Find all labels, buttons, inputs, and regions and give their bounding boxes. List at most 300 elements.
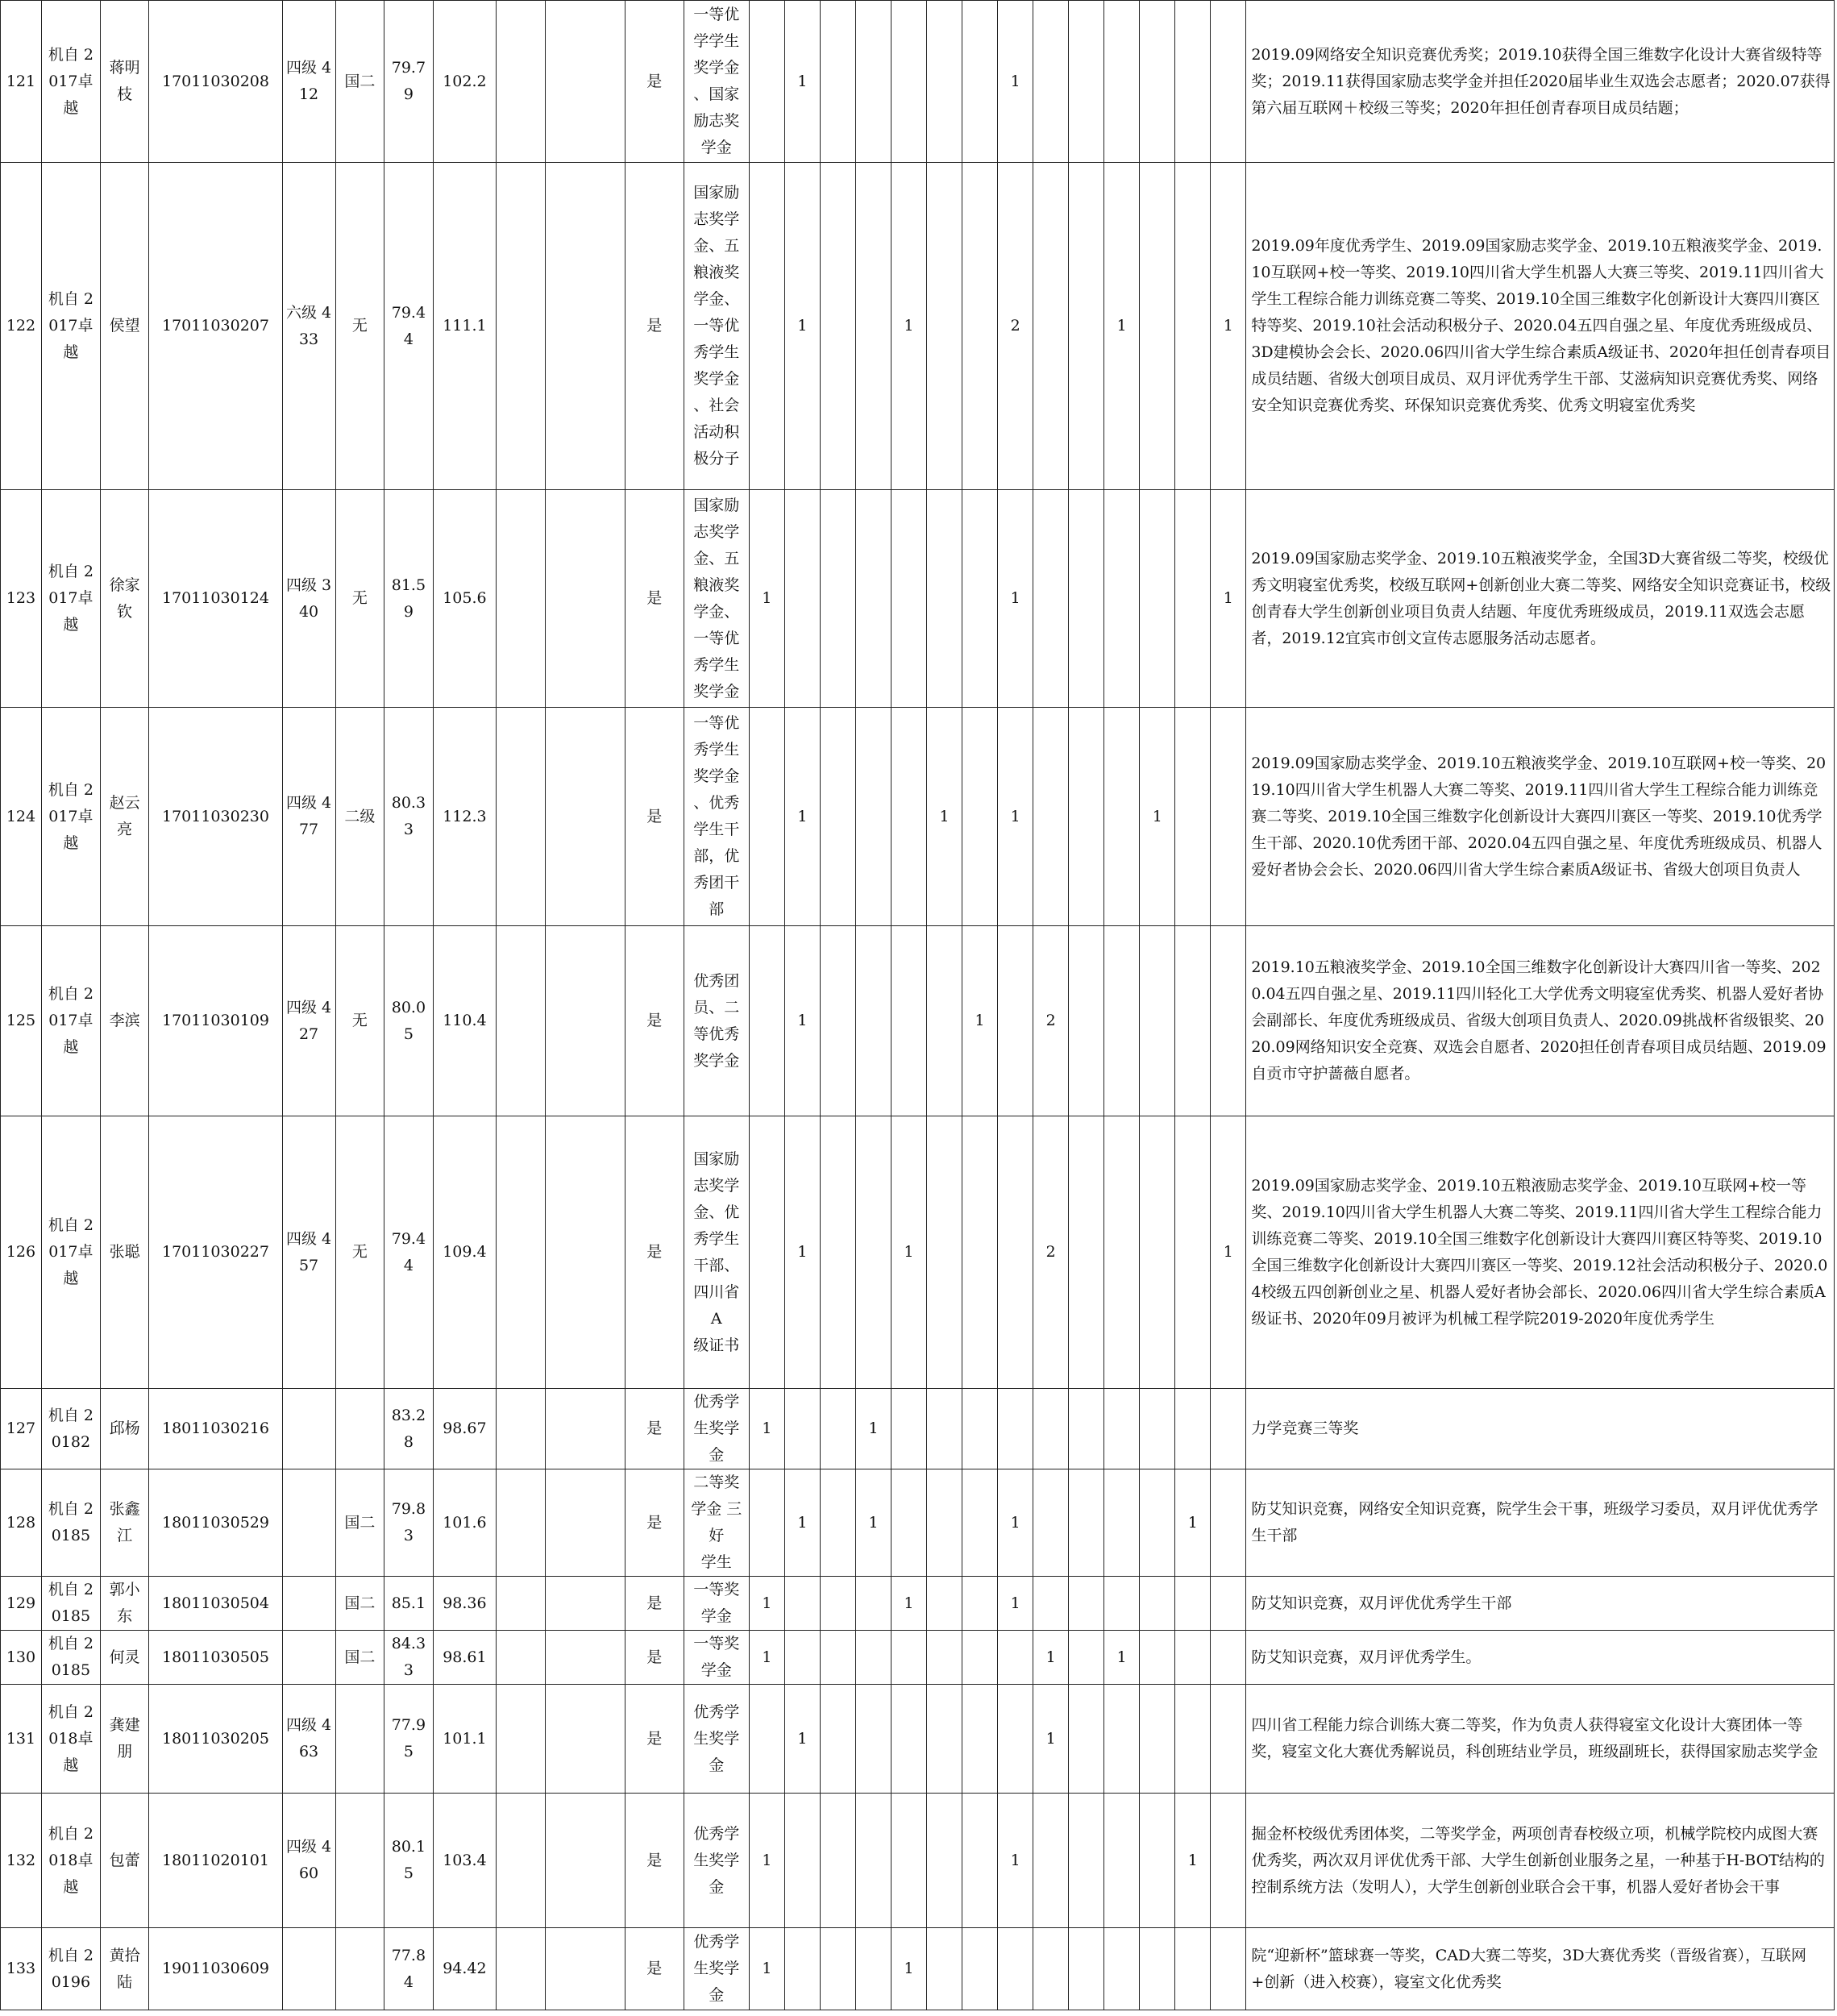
count-cell	[962, 1, 998, 163]
total-score-cell: 109.4	[433, 1116, 496, 1389]
count-cell	[1104, 1469, 1140, 1577]
count-cell	[891, 926, 927, 1116]
count-cell	[891, 1794, 927, 1928]
computer-level-cell	[335, 1794, 384, 1928]
blank-cell	[545, 1469, 625, 1577]
count-cell: 1	[1104, 163, 1140, 490]
count-cell	[749, 1, 784, 163]
row-number-cell: 132	[1, 1794, 42, 1928]
class-cell: 机自 2017卓 越	[41, 1116, 100, 1389]
count-cell: 1	[927, 708, 962, 926]
count-cell: 1	[962, 926, 998, 1116]
count-cell	[1140, 490, 1175, 708]
total-score-cell: 112.3	[433, 708, 496, 926]
count-cell	[1211, 1577, 1246, 1631]
count-cell	[891, 1, 927, 163]
count-cell	[962, 1794, 998, 1928]
count-cell	[1140, 1928, 1175, 2010]
class-cell: 机自 2018卓 越	[41, 1794, 100, 1928]
count-cell	[820, 490, 855, 708]
count-cell	[855, 926, 891, 1116]
count-cell: 1	[998, 1, 1033, 163]
count-cell	[1069, 1631, 1104, 1685]
count-cell	[1175, 1116, 1211, 1389]
awards-cell: 国家励 志奖学 金、五 粮液奖 学金、 一等优 秀学生 奖学金 、社会 活动积 极分子	[684, 163, 749, 490]
student-name-cell: 张聪	[100, 1116, 149, 1389]
count-cell: 1	[1140, 708, 1175, 926]
awards-cell: 优秀学 生奖学 金	[684, 1685, 749, 1794]
count-cell	[820, 1631, 855, 1685]
total-score-cell: 103.4	[433, 1794, 496, 1928]
count-cell: 1	[749, 1389, 784, 1469]
count-cell	[1104, 708, 1140, 926]
blank-cell	[497, 1577, 546, 1631]
computer-level-cell: 无	[335, 163, 384, 490]
count-cell	[927, 1, 962, 163]
count-cell	[891, 708, 927, 926]
achievements-cell: 四川省工程能力综合训练大赛二等奖，作为负责人获得寝室文化设计大赛团体一等奖，寝室文化大赛优秀解说员，科创班结业学员，班级副班长，获得国家励志奖学金	[1246, 1685, 1835, 1794]
count-cell	[962, 1389, 998, 1469]
count-cell	[962, 1469, 998, 1577]
count-cell	[927, 490, 962, 708]
blank-cell	[545, 163, 625, 490]
table-row	[1, 926, 1835, 1116]
total-score-cell: 94.42	[433, 1928, 496, 2010]
score-cell: 79.83	[384, 1469, 434, 1577]
english-level-cell: 四级 463	[282, 1685, 335, 1794]
count-cell	[998, 1928, 1033, 2010]
count-cell	[1211, 1469, 1246, 1577]
student-name-cell: 李滨	[100, 926, 149, 1116]
count-cell: 1	[749, 490, 784, 708]
student-name-cell: 张鑫 江	[100, 1469, 149, 1577]
class-cell: 机自 2017卓 越	[41, 163, 100, 490]
count-cell: 1	[855, 1389, 891, 1469]
count-cell	[1033, 1928, 1069, 2010]
count-cell: 1	[1211, 1116, 1246, 1389]
blank-cell	[497, 490, 546, 708]
count-cell	[784, 1631, 820, 1685]
count-cell	[927, 1685, 962, 1794]
count-cell	[1140, 1389, 1175, 1469]
table-row	[1, 1389, 1835, 1469]
count-cell	[855, 708, 891, 926]
count-cell	[962, 1577, 998, 1631]
count-cell	[784, 1794, 820, 1928]
count-cell	[962, 1928, 998, 2010]
row-number-cell: 127	[1, 1389, 42, 1469]
count-cell	[1104, 1389, 1140, 1469]
count-cell	[1069, 1469, 1104, 1577]
awards-cell: 优秀学 生奖学 金	[684, 1389, 749, 1469]
student-id-cell: 18011030504	[149, 1577, 282, 1631]
count-cell	[855, 490, 891, 708]
count-cell: 1	[784, 1685, 820, 1794]
count-cell	[855, 163, 891, 490]
blank-cell	[497, 708, 546, 926]
count-cell	[1033, 1, 1069, 163]
awards-cell: 一等优 秀学生 奖学金 、优秀 学生干 部，优 秀团干 部	[684, 708, 749, 926]
blank-cell	[497, 1389, 546, 1469]
count-cell: 1	[891, 1577, 927, 1631]
student-id-cell: 18011030216	[149, 1389, 282, 1469]
computer-level-cell: 二级	[335, 708, 384, 926]
computer-level-cell: 国二	[335, 1, 384, 163]
count-cell	[1140, 1794, 1175, 1928]
count-cell: 2	[1033, 926, 1069, 1116]
class-cell: 机自 20196	[41, 1928, 100, 2010]
count-cell	[962, 708, 998, 926]
count-cell	[927, 163, 962, 490]
count-cell	[1211, 1794, 1246, 1928]
awards-cell: 一等优 学学生 奖学金 、国家 励志奖 学金	[684, 1, 749, 163]
count-cell	[1140, 926, 1175, 1116]
row-number-cell: 131	[1, 1685, 42, 1794]
count-cell	[1104, 1685, 1140, 1794]
count-cell	[927, 1389, 962, 1469]
count-cell: 1	[1175, 1469, 1211, 1577]
blank-cell	[545, 1389, 625, 1469]
count-cell: 1	[1211, 163, 1246, 490]
count-cell	[1175, 708, 1211, 926]
score-cell: 83.28	[384, 1389, 434, 1469]
computer-level-cell: 国二	[335, 1577, 384, 1631]
count-cell	[784, 1928, 820, 2010]
count-cell	[820, 1685, 855, 1794]
count-cell	[1104, 1928, 1140, 2010]
count-cell	[1140, 1, 1175, 163]
count-cell	[998, 1389, 1033, 1469]
class-cell: 机自 2017卓 越	[41, 1, 100, 163]
count-cell	[820, 926, 855, 1116]
student-id-cell: 18011020101	[149, 1794, 282, 1928]
count-cell: 1	[1211, 490, 1246, 708]
count-cell	[855, 1, 891, 163]
blank-cell	[497, 1116, 546, 1389]
score-cell: 80.05	[384, 926, 434, 1116]
eligible-cell: 是	[625, 1, 684, 163]
computer-level-cell	[335, 1928, 384, 2010]
score-cell: 79.44	[384, 163, 434, 490]
count-cell	[1069, 1928, 1104, 2010]
score-cell: 77.84	[384, 1928, 434, 2010]
student-id-cell: 18011030529	[149, 1469, 282, 1577]
blank-cell	[545, 1928, 625, 2010]
count-cell	[749, 1469, 784, 1577]
awards-cell: 优秀学 生奖学 金	[684, 1794, 749, 1928]
count-cell	[1140, 1631, 1175, 1685]
count-cell	[784, 1577, 820, 1631]
total-score-cell: 111.1	[433, 163, 496, 490]
count-cell	[1069, 490, 1104, 708]
total-score-cell: 98.67	[433, 1389, 496, 1469]
count-cell	[1033, 1389, 1069, 1469]
table-row	[1, 1928, 1835, 2010]
awards-cell: 一等奖 学金	[684, 1577, 749, 1631]
blank-cell	[545, 1685, 625, 1794]
row-number-cell: 123	[1, 490, 42, 708]
count-cell	[1033, 163, 1069, 490]
count-cell	[1069, 1116, 1104, 1389]
count-cell	[749, 1685, 784, 1794]
english-level-cell: 六级 433	[282, 163, 335, 490]
count-cell: 1	[784, 926, 820, 1116]
count-cell	[1175, 490, 1211, 708]
count-cell	[784, 1389, 820, 1469]
count-cell	[1175, 1685, 1211, 1794]
computer-level-cell: 无	[335, 926, 384, 1116]
student-id-cell: 18011030505	[149, 1631, 282, 1685]
count-cell: 1	[749, 1928, 784, 2010]
english-level-cell: 四级 457	[282, 1116, 335, 1389]
total-score-cell: 101.1	[433, 1685, 496, 1794]
count-cell	[784, 490, 820, 708]
count-cell	[962, 1116, 998, 1389]
english-level-cell: 四级 412	[282, 1, 335, 163]
count-cell	[1069, 163, 1104, 490]
count-cell	[1033, 1794, 1069, 1928]
count-cell	[1175, 1631, 1211, 1685]
count-cell	[998, 1685, 1033, 1794]
blank-cell	[497, 1928, 546, 2010]
awards-cell: 国家励 志奖学 金、优 秀学生 干部、 四川省A 级证书	[684, 1116, 749, 1389]
count-cell	[1211, 1631, 1246, 1685]
count-cell	[891, 1685, 927, 1794]
student-id-cell: 17011030124	[149, 490, 282, 708]
row-number-cell: 126	[1, 1116, 42, 1389]
count-cell: 1	[998, 1794, 1033, 1928]
blank-cell	[497, 1631, 546, 1685]
count-cell	[820, 708, 855, 926]
score-cell: 79.79	[384, 1, 434, 163]
row-number-cell: 121	[1, 1, 42, 163]
student-name-cell: 黄拾 陆	[100, 1928, 149, 2010]
blank-cell	[497, 163, 546, 490]
score-cell: 85.1	[384, 1577, 434, 1631]
count-cell	[1175, 926, 1211, 1116]
count-cell: 2	[1033, 1116, 1069, 1389]
count-cell	[927, 1469, 962, 1577]
count-cell	[1140, 1577, 1175, 1631]
count-cell	[962, 1631, 998, 1685]
row-number-cell: 129	[1, 1577, 42, 1631]
table-row	[1, 1577, 1835, 1631]
eligible-cell: 是	[625, 1928, 684, 2010]
student-name-cell: 何灵	[100, 1631, 149, 1685]
count-cell	[1175, 1928, 1211, 2010]
class-cell: 机自 20182	[41, 1389, 100, 1469]
count-cell	[927, 1116, 962, 1389]
count-cell: 1	[855, 1469, 891, 1577]
count-cell	[1069, 1, 1104, 163]
class-cell: 机自 20185	[41, 1631, 100, 1685]
count-cell	[820, 1389, 855, 1469]
count-cell	[855, 1116, 891, 1389]
eligible-cell: 是	[625, 1469, 684, 1577]
table-row	[1, 1116, 1835, 1389]
english-level-cell: 四级 340	[282, 490, 335, 708]
count-cell: 1	[749, 1794, 784, 1928]
count-cell	[820, 1, 855, 163]
count-cell: 1	[998, 1577, 1033, 1631]
row-number-cell: 130	[1, 1631, 42, 1685]
blank-cell	[497, 1794, 546, 1928]
achievements-cell: 防艾知识竞赛，网络安全知识竞赛，院学生会干事，班级学习委员，双月评优优秀学生干部	[1246, 1469, 1835, 1577]
count-cell: 2	[998, 163, 1033, 490]
achievements-cell: 防艾知识竞赛，双月评优秀学生。	[1246, 1631, 1835, 1685]
count-cell	[1211, 926, 1246, 1116]
score-cell: 77.95	[384, 1685, 434, 1794]
student-id-cell: 17011030208	[149, 1, 282, 163]
student-id-cell: 19011030609	[149, 1928, 282, 2010]
count-cell	[855, 1928, 891, 2010]
count-cell: 1	[784, 1, 820, 163]
eligible-cell: 是	[625, 490, 684, 708]
table-row	[1, 1794, 1835, 1928]
student-name-cell: 邱杨	[100, 1389, 149, 1469]
score-cell: 80.33	[384, 708, 434, 926]
count-cell	[1069, 1794, 1104, 1928]
achievements-cell: 2019.09网络安全知识竞赛优秀奖；2019.10获得全国三维数字化设计大赛省级特等奖；2019.11获得国家励志奖学金并担任2020届毕业生双选会志愿者；2020.07获得第六届互联网＋校级三等奖；2020年担任创青春项目成员结题；	[1246, 1, 1835, 163]
count-cell	[1104, 1, 1140, 163]
student-name-cell: 赵云 亮	[100, 708, 149, 926]
english-level-cell	[282, 1631, 335, 1685]
count-cell	[1069, 1577, 1104, 1631]
blank-cell	[497, 1469, 546, 1577]
count-cell	[927, 926, 962, 1116]
student-id-cell: 17011030230	[149, 708, 282, 926]
count-cell: 1	[998, 708, 1033, 926]
eligible-cell: 是	[625, 1631, 684, 1685]
count-cell	[1033, 1469, 1069, 1577]
eligible-cell: 是	[625, 708, 684, 926]
count-cell	[1211, 708, 1246, 926]
blank-cell	[545, 1631, 625, 1685]
count-cell: 1	[1033, 1685, 1069, 1794]
count-cell	[998, 1116, 1033, 1389]
eligible-cell: 是	[625, 1685, 684, 1794]
table-row	[1, 708, 1835, 926]
score-cell: 81.59	[384, 490, 434, 708]
achievements-cell: 2019.09国家励志奖学金、2019.10五粮液奖学金、2019.10互联网+校一等奖、2019.10四川省大学生机器人大赛二等奖、2019.11四川省大学生工程综合能力训练竞赛二等奖、2019.10全国三维数字化创新设计大赛四川赛区一等奖、2019.10优秀学生干部、2020.10优秀团干部、2020.04五四自强之星、年度优秀班级成员、机器人爱好者协会会长、2020.06四川省大学生综合素质A级证书、省级大创项目负责人	[1246, 708, 1835, 926]
english-level-cell: 四级 460	[282, 1794, 335, 1928]
count-cell	[962, 490, 998, 708]
count-cell	[820, 163, 855, 490]
table-row	[1, 1, 1835, 163]
count-cell	[962, 1685, 998, 1794]
class-cell: 机自 2017卓 越	[41, 708, 100, 926]
count-cell	[1069, 708, 1104, 926]
eligible-cell: 是	[625, 163, 684, 490]
score-cell: 80.15	[384, 1794, 434, 1928]
count-cell	[1175, 1389, 1211, 1469]
student-name-cell: 蒋明 枝	[100, 1, 149, 163]
count-cell	[998, 1631, 1033, 1685]
blank-cell	[545, 490, 625, 708]
class-cell: 机自 2017卓 越	[41, 926, 100, 1116]
table-row	[1, 163, 1835, 490]
student-name-cell: 龚建 朋	[100, 1685, 149, 1794]
count-cell: 1	[1104, 1631, 1140, 1685]
achievements-cell: 2019.09年度优秀学生、2019.09国家励志奖学金、2019.10五粮液奖学金、2019.10互联网+校一等奖、2019.10四川省大学生机器人大赛三等奖、2019.11四川省大学生工程综合能力训练竞赛二等奖、2019.10全国三维数字化创新设计大赛四川赛区特等奖、2019.10社会活动积极分子、2020.04五四自强之星、年度优秀班级成员、3D建模协会会长、2020.06四川省大学生综合素质A级证书、2020年担任创青春项目成员结题、省级大创项目成员、双月评优秀学生干部、艾滋病知识竞赛优秀奖、网络安全知识竞赛优秀奖、环保知识竞赛优秀奖、优秀文明寝室优秀奖	[1246, 163, 1835, 490]
count-cell	[855, 1685, 891, 1794]
count-cell	[820, 1577, 855, 1631]
count-cell	[1104, 490, 1140, 708]
count-cell	[891, 490, 927, 708]
count-cell: 1	[784, 708, 820, 926]
class-cell: 机自 2018卓 越	[41, 1685, 100, 1794]
blank-cell	[545, 708, 625, 926]
total-score-cell: 102.2	[433, 1, 496, 163]
blank-cell	[545, 1116, 625, 1389]
count-cell	[927, 1794, 962, 1928]
count-cell	[927, 1631, 962, 1685]
count-cell	[749, 708, 784, 926]
count-cell	[820, 1469, 855, 1577]
english-level-cell	[282, 1389, 335, 1469]
count-cell	[1104, 1116, 1140, 1389]
count-cell: 1	[749, 1631, 784, 1685]
count-cell	[749, 926, 784, 1116]
blank-cell	[545, 1577, 625, 1631]
count-cell: 1	[891, 1116, 927, 1389]
class-cell: 机自 2017卓 越	[41, 490, 100, 708]
count-cell	[855, 1631, 891, 1685]
count-cell	[1104, 1577, 1140, 1631]
computer-level-cell: 国二	[335, 1469, 384, 1577]
count-cell	[1175, 163, 1211, 490]
english-level-cell	[282, 1577, 335, 1631]
count-cell	[1175, 1, 1211, 163]
count-cell	[1140, 1469, 1175, 1577]
english-level-cell	[282, 1928, 335, 2010]
achievements-cell: 院“迎新杯”篮球赛一等奖，CAD大赛二等奖，3D大赛优秀奖（晋级省赛），互联网+创新（进入校赛），寝室文化优秀奖	[1246, 1928, 1835, 2010]
computer-level-cell: 无	[335, 1116, 384, 1389]
total-score-cell: 110.4	[433, 926, 496, 1116]
count-cell	[1033, 708, 1069, 926]
student-name-cell: 包蕾	[100, 1794, 149, 1928]
row-number-cell: 128	[1, 1469, 42, 1577]
count-cell	[1140, 1116, 1175, 1389]
count-cell	[820, 1794, 855, 1928]
blank-cell	[545, 1794, 625, 1928]
student-id-cell: 17011030109	[149, 926, 282, 1116]
blank-cell	[497, 1, 546, 163]
count-cell	[1211, 1, 1246, 163]
english-level-cell: 四级 477	[282, 708, 335, 926]
eligible-cell: 是	[625, 926, 684, 1116]
student-name-cell: 郭小 东	[100, 1577, 149, 1631]
score-cell: 79.44	[384, 1116, 434, 1389]
count-cell	[1104, 926, 1140, 1116]
achievements-cell: 2019.09国家励志奖学金、2019.10五粮液励志奖学金、2019.10互联网+校一等奖、2019.10四川省大学生机器人大赛二等奖、2019.11四川省大学生工程综合能力训练竞赛二等奖、2019.10全国三维数字化创新设计大赛四川赛区特等奖、2019.10全国三维数字化创新设计大赛四川赛区一等奖、2019.12社会活动积极分子、2020.04校级五四创新创业之星、机器人爱好者协会部长、2020.06四川省大学生综合素质A级证书、2020年09月被评为机械工程学院2019-2020年度优秀学生	[1246, 1116, 1835, 1389]
count-cell	[1069, 926, 1104, 1116]
student-id-cell: 17011030227	[149, 1116, 282, 1389]
computer-level-cell: 无	[335, 490, 384, 708]
row-number-cell: 125	[1, 926, 42, 1116]
table-row	[1, 1685, 1835, 1794]
table-row	[1, 1631, 1835, 1685]
count-cell	[998, 926, 1033, 1116]
row-number-cell: 133	[1, 1928, 42, 2010]
eligible-cell: 是	[625, 1116, 684, 1389]
computer-level-cell	[335, 1685, 384, 1794]
count-cell	[1175, 1577, 1211, 1631]
total-score-cell: 98.36	[433, 1577, 496, 1631]
student-name-cell: 侯望	[100, 163, 149, 490]
english-level-cell	[282, 1469, 335, 1577]
count-cell	[1211, 1928, 1246, 2010]
